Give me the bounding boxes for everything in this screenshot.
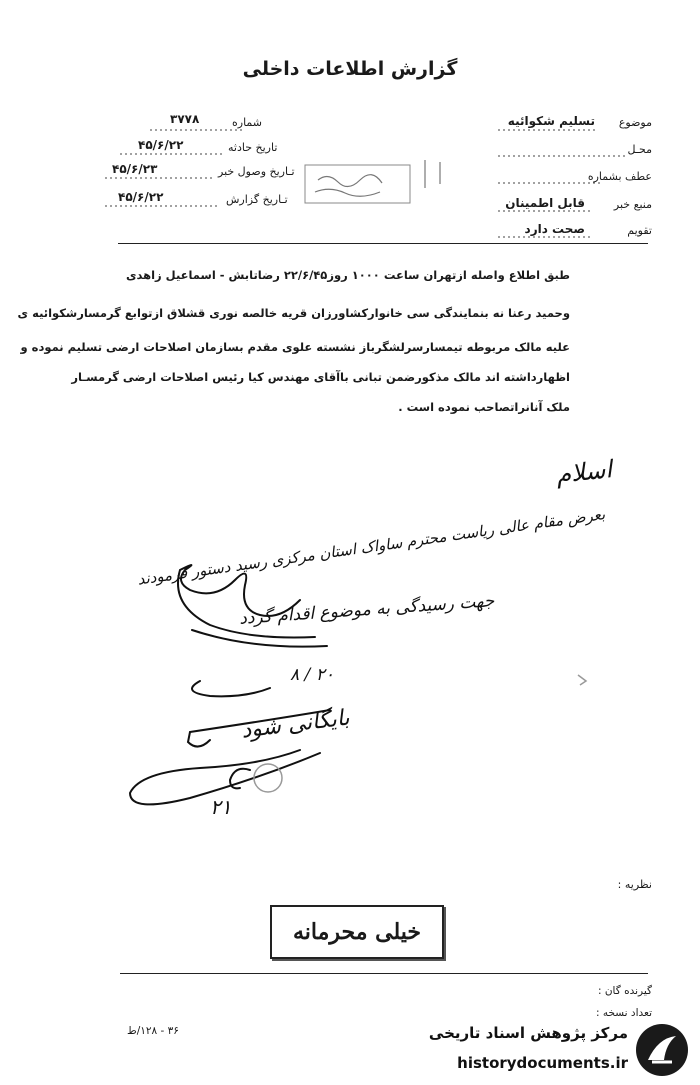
receipt-date-label: تـاریخ وصول خبر <box>218 165 295 178</box>
handwriting-note-2: جهت رسیدگی به موضوع اقدام گردد <box>239 591 496 629</box>
handwriting-salutation: اسلام <box>554 455 614 489</box>
handwriting-strokes <box>0 560 700 860</box>
subject-value: تسلیم شکوائیه <box>507 114 595 128</box>
evaluation-value: صحت دارد <box>524 222 585 236</box>
event-date-label: تاریخ حادثه <box>228 141 278 154</box>
header-divider <box>118 243 648 244</box>
body-line-3: علیه مالک مربوطه تیمسارسرلشگرباز نشسته علوی مقدم بسازمان اصلاحات ارضی تسلیم نموده و <box>20 340 570 354</box>
evaluation-label: تقویم <box>627 224 652 237</box>
handwriting-note-1: بعرض مقام عالی ریاست محترم ساواک استان مرکزی رسید دستور فرمودند <box>136 505 607 589</box>
event-date-value: ۴۵/۶/۲۲ <box>138 138 184 152</box>
recipients-label: گیرنده گان : <box>597 985 652 997</box>
body-line-2: وحمید رعنا نه بنمایندگی سی خانوارکشاورزان قریه خالصه نوری قشلاق ازتوابع گرمسارشکوائیه ی <box>17 306 570 320</box>
handwriting-number: ۲۱ <box>210 795 232 819</box>
watermark-org-name: مرکز پژوهش اسناد تاریخی <box>428 1024 628 1042</box>
subject-label: موضوع <box>618 116 652 129</box>
page-title: گزارش اطلاعات داخلی <box>242 58 458 80</box>
handwriting-archive: بایگانی شود <box>240 705 352 744</box>
body-line-1: طبق اطلاع واصله ازتهران ساعت ۱۰۰۰ روز۲۲/۶/۴۵ رضاتابش - اسماعیل زاهدی <box>125 268 570 282</box>
source-label: منبع خبر <box>613 198 652 211</box>
report-date-value: ۴۵/۶/۲۲ <box>118 190 164 204</box>
number-value: ۳۷۷۸ <box>170 112 200 126</box>
watermark-site: historydocuments.ir <box>457 1054 628 1072</box>
body-line-4: اظهارداشته اند مالک مذکورضمن تبانی باآقای مهندس کیا رئیس اصلاحات ارضی گرمسـار <box>71 370 570 384</box>
stamp-text: خیلی محرمانه <box>292 919 422 945</box>
copies-label: تعداد نسخه : <box>595 1007 652 1019</box>
opinion-label: نظریه : <box>617 878 652 891</box>
footer-divider <box>120 973 648 974</box>
receipt-date-value: ۴۵/۶/۲۳ <box>112 162 158 176</box>
source-value: قابل اطمینان <box>505 196 585 210</box>
watermark-logo-icon <box>634 1022 690 1078</box>
report-date-label: تـاریخ گزارش <box>226 193 288 206</box>
header-dotted-lines <box>0 0 700 300</box>
form-code: ۳۶ - ۱۲۸/ط <box>127 1025 179 1037</box>
ref-label: عطف بشماره <box>587 170 652 183</box>
place-label: محـل <box>627 143 652 156</box>
watermark <box>418 1018 690 1080</box>
body-line-5: ملک آنانراتصاحب نموده است . <box>398 400 570 414</box>
handwriting-date: ۲۰ / ۸ <box>290 665 334 685</box>
number-label: شماره <box>232 116 263 129</box>
confidential-stamp <box>270 905 444 959</box>
